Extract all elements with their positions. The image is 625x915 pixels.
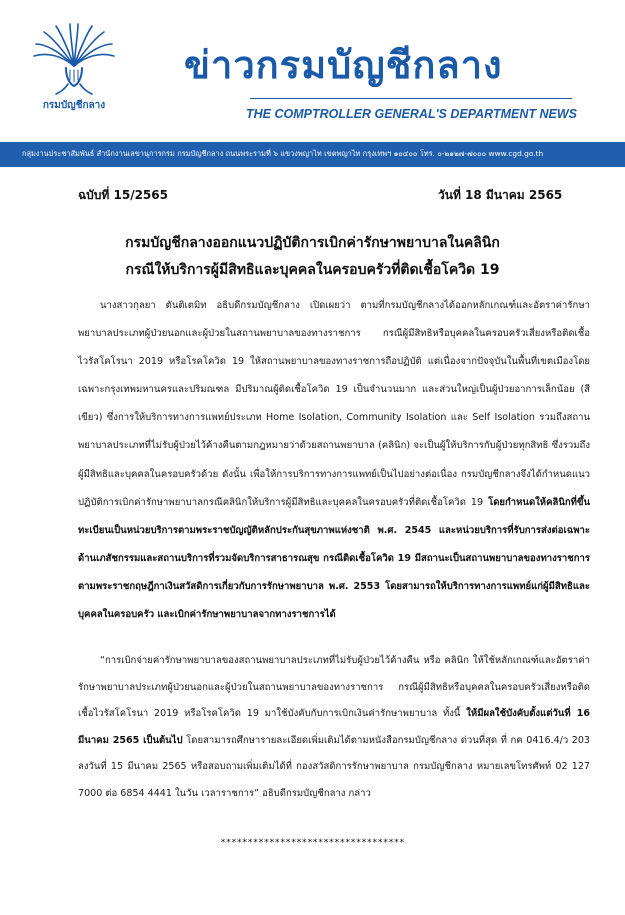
issue-date: วันที่ 18 มีนาคม 2565: [438, 188, 563, 202]
body-paragraph-2-text-b: โดยสามารถศึกษารายละเอียดเพิ่มเติมได้ตามหนังสือกรมบัญชีกลาง ด่วนที่สุด ที่ กค 0416.4/ว 203 ลงวันที่ 15 มีนาคม 2565 หรือสอบถามเพิ่มเติมได้ที่ กองสวัสดิการรักษาพยาบาล กรมบัญชีกลาง หมายเลขโทรศัพท์ 02 127 7000 ต่อ 6854 4441 ในวัน เวลาราชการ” อธิบดีกรมบัญชีกลาง กล่าว: [78, 734, 591, 799]
body-paragraph-2-text-a: “การเบิกจ่ายค่ารักษาพยาบาลของสถานพยาบาลประเภทที่ไม่รับผู้ป่วยไว้ค้างคืน หรือ คลินิก ให้ใช้หลักเกณฑ์และอัตราค่ารักษาพยาบาลประเภทผู้ป่วยนอกและผู้ป่วยในสถานพยาบาลของทางราชการ กรณีผู้มีสิทธิหรือบุคคลในครอบครัวเสี่ยงหรือติดเชื้อไวรัสโคโรนา 2019 หรือโรคโควิด 19 มาใช้บังคับกับการเบิกเงินค่ารักษาพยาบาล ทั้งนี้: [78, 655, 590, 720]
body-paragraph-1-text: นางสาวกุลยา ตันติเตมิท อธิบดีกรมบัญชีกลาง เปิดเผยว่า ตามที่กรมบัญชีกลางได้ออกหลักเกณฑ์และอัตราค่ารักษาพยาบาลประเภทผู้ป่วยนอกและผู้ป่วยในสถานพยาบาลของทางราชการ กรณีผู้มีสิทธิหรือบุคคลในครอบครัวเสี่ยงหรือติดเชื้อไวรัสโคโรนา 2019 หรือโรคโควิด 19 ให้สถานพยาบาลของทางราชการถือปฏิบัติ แต่เนื่องจากปัจจุบันในพื้นที่เขตเมืองโดยเฉพาะกรุงเทพมหานครและปริมณฑล มีปริมาณผู้ติดเชื้อโควิด 19 เป็นจำนวนมาก และส่วนใหญ่เป็นผู้ป่วยอาการเล็กน้อย (สีเขียว) ซึ่งการให้บริการทางการแพทย์ประเภท Home Isolation, Community Isolation และ Self Isolation รวมถึงสถานพยาบาลประเภทที่ไม่รับผู้ป่วยไว้ค้างคืนตามกฎหมายว่าด้วยสถานพยาบาล (คลินิก) จะเป็นผู้ให้บริการกับผู้ป่วยทุกสิทธิ ซึ่งรวมถึงผู้มีสิทธิและบุคคลในครอบครัวด้วย ดังนั้น เพื่อให้การบริการทางการแพทย์เป็นไปอย่างต่อเนื่อง กรมบัญชีกลางจึงได้กำหนดแนวปฏิบัติการเบิกค่ารักษาพยาบาลกรณีคลินิกให้บริการผู้มีสิทธิและบุคคลในครอบครัวที่ติดเชื้อโควิด 19: [78, 300, 590, 508]
headline: [60, 230, 565, 284]
body-paragraph-2: [78, 648, 590, 808]
headline-line-2: กรณีให้บริการผู้มีสิทธิและบุคคลในครอบครัวที่ติดเชื้อโควิด 19: [125, 262, 500, 278]
masthead-title: ข่าวกรมบัญชีกลาง: [184, 43, 503, 87]
logo-text: กรมบัญชีกลาง: [42, 100, 106, 111]
issue-number: ฉบับที่ 15/2565: [78, 188, 168, 202]
body-paragraph-1: [78, 292, 590, 629]
contact-bar: [0, 142, 625, 167]
headline-line-1: กรมบัญชีกลางออกแนวปฏิบัติการเบิกค่ารักษาพยาบาลในคลินิก: [125, 235, 500, 251]
closing-asterisks: **********************************: [220, 838, 405, 848]
contact-text: กลุ่มงานประชาสัมพันธ์ สำนักงานเลขานุการกรม กรมบัญชีกลาง ถนนพระรามที่ ๖ แขวงพญาไท เขตพญาไท กรุงเทพฯ ๑๐๔๐๐ โทร. ๐-๒๑๒๗-๗๐๐๐ www.cgd.go.th: [22, 149, 544, 158]
masthead-subtitle: THE COMPTROLLER GENERAL'S DEPARTMENT NEWS: [246, 107, 577, 121]
masthead-rule: [250, 98, 572, 99]
masthead: [0, 0, 625, 170]
body-paragraph-2-bold: ให้มีผลใช้บังคับตั้งแต่วันที่ 16 มีนาคม 2565 เป็นต้นไป: [78, 708, 590, 746]
garuda-emblem-icon: [26, 22, 122, 114]
body-paragraph-1-bold: โดยกำหนดให้คลินิกที่ขึ้นทะเบียนเป็นหน่วยบริการตามพระราชบัญญัติหลักประกันสุขภาพแห่งชาติ พ.ศ. 2545 และหน่วยบริการที่รับการส่งต่อเฉพาะด้านเภสัชกรรมและสถานบริการที่รวมจัดบริการสาธารณสุข กรณีติดเชื้อโควิด 19 มีสถานะเป็นสถานพยาบาลของทางราชการตามพระราชกฤษฎีกาเงินสวัสดิการเกี่ยวกับการรักษาพยาบาล พ.ศ. 2553 โดยสามารถให้บริการทางการแพทย์แก่ผู้มีสิทธิและบุคคลในครอบครัว และเบิกค่ารักษาพยาบาลจากทางราชการได้: [78, 496, 590, 621]
